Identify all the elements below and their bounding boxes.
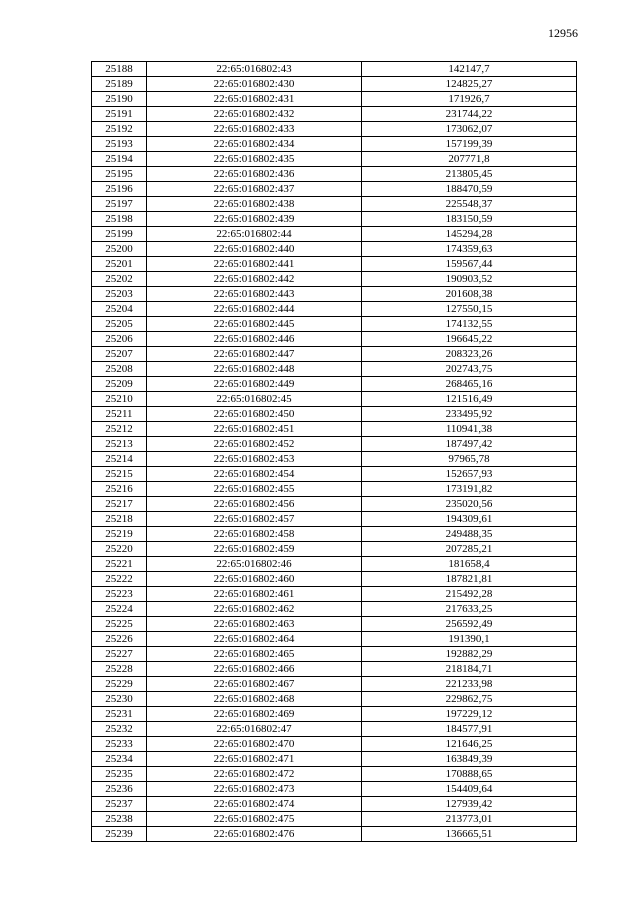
row-number-cell: 25189 — [92, 77, 147, 92]
table-row — [92, 482, 577, 497]
cadastral-number-cell: 22:65:016802:450 — [147, 407, 362, 422]
table-row — [92, 212, 577, 227]
value-cell: 217633,25 — [362, 602, 577, 617]
cadastral-number-cell: 22:65:016802:463 — [147, 617, 362, 632]
row-number-cell: 25212 — [92, 422, 147, 437]
value-cell: 213805,45 — [362, 167, 577, 182]
cadastral-number-cell: 22:65:016802:445 — [147, 317, 362, 332]
row-number-cell: 25194 — [92, 152, 147, 167]
value-cell: 207285,21 — [362, 542, 577, 557]
registry-table-body — [92, 62, 577, 842]
cadastral-number-cell: 22:65:016802:449 — [147, 377, 362, 392]
value-cell: 170888,65 — [362, 767, 577, 782]
row-number-cell: 25193 — [92, 137, 147, 152]
value-cell: 181658,4 — [362, 557, 577, 572]
cadastral-number-cell: 22:65:016802:437 — [147, 182, 362, 197]
table-row — [92, 767, 577, 782]
value-cell: 229862,75 — [362, 692, 577, 707]
row-number-cell: 25222 — [92, 572, 147, 587]
row-number-cell: 25200 — [92, 242, 147, 257]
row-number-cell: 25226 — [92, 632, 147, 647]
row-number-cell: 25218 — [92, 512, 147, 527]
table-row — [92, 692, 577, 707]
value-cell: 202743,75 — [362, 362, 577, 377]
row-number-cell: 25204 — [92, 302, 147, 317]
cadastral-number-cell: 22:65:016802:448 — [147, 362, 362, 377]
cadastral-number-cell: 22:65:016802:447 — [147, 347, 362, 362]
value-cell: 256592,49 — [362, 617, 577, 632]
cadastral-number-cell: 22:65:016802:431 — [147, 92, 362, 107]
row-number-cell: 25239 — [92, 827, 147, 842]
value-cell: 97965,78 — [362, 452, 577, 467]
value-cell: 191390,1 — [362, 632, 577, 647]
row-number-cell: 25192 — [92, 122, 147, 137]
table-row — [92, 377, 577, 392]
table-row — [92, 167, 577, 182]
cadastral-number-cell: 22:65:016802:460 — [147, 572, 362, 587]
value-cell: 124825,27 — [362, 77, 577, 92]
cadastral-number-cell: 22:65:016802:465 — [147, 647, 362, 662]
cadastral-number-cell: 22:65:016802:466 — [147, 662, 362, 677]
cadastral-number-cell: 22:65:016802:46 — [147, 557, 362, 572]
value-cell: 145294,28 — [362, 227, 577, 242]
value-cell: 171926,7 — [362, 92, 577, 107]
value-cell: 174132,55 — [362, 317, 577, 332]
table-row — [92, 62, 577, 77]
table-row — [92, 752, 577, 767]
value-cell: 110941,38 — [362, 422, 577, 437]
table-row — [92, 722, 577, 737]
row-number-cell: 25191 — [92, 107, 147, 122]
table-row — [92, 587, 577, 602]
value-cell: 213773,01 — [362, 812, 577, 827]
table-row — [92, 647, 577, 662]
row-number-cell: 25225 — [92, 617, 147, 632]
cadastral-number-cell: 22:65:016802:461 — [147, 587, 362, 602]
table-row — [92, 302, 577, 317]
cadastral-number-cell: 22:65:016802:457 — [147, 512, 362, 527]
row-number-cell: 25188 — [92, 62, 147, 77]
table-row — [92, 662, 577, 677]
table-row — [92, 122, 577, 137]
table-row — [92, 617, 577, 632]
cadastral-number-cell: 22:65:016802:433 — [147, 122, 362, 137]
table-row — [92, 497, 577, 512]
table-row — [92, 77, 577, 92]
table-row — [92, 227, 577, 242]
table-row — [92, 92, 577, 107]
cadastral-number-cell: 22:65:016802:435 — [147, 152, 362, 167]
table-row — [92, 197, 577, 212]
value-cell: 142147,7 — [362, 62, 577, 77]
table-row — [92, 452, 577, 467]
page-number: 12956 — [548, 26, 578, 40]
value-cell: 159567,44 — [362, 257, 577, 272]
registry-table — [91, 61, 577, 842]
value-cell: 188470,59 — [362, 182, 577, 197]
row-number-cell: 25215 — [92, 467, 147, 482]
row-number-cell: 25223 — [92, 587, 147, 602]
row-number-cell: 25207 — [92, 347, 147, 362]
row-number-cell: 25228 — [92, 662, 147, 677]
value-cell: 163849,39 — [362, 752, 577, 767]
cadastral-number-cell: 22:65:016802:473 — [147, 782, 362, 797]
table-row — [92, 317, 577, 332]
table-row — [92, 632, 577, 647]
row-number-cell: 25219 — [92, 527, 147, 542]
table-row — [92, 527, 577, 542]
row-number-cell: 25203 — [92, 287, 147, 302]
table-row — [92, 602, 577, 617]
value-cell: 121516,49 — [362, 392, 577, 407]
cadastral-number-cell: 22:65:016802:439 — [147, 212, 362, 227]
table-row — [92, 287, 577, 302]
row-number-cell: 25221 — [92, 557, 147, 572]
value-cell: 197229,12 — [362, 707, 577, 722]
row-number-cell: 25211 — [92, 407, 147, 422]
value-cell: 136665,51 — [362, 827, 577, 842]
row-number-cell: 25231 — [92, 707, 147, 722]
value-cell: 215492,28 — [362, 587, 577, 602]
row-number-cell: 25198 — [92, 212, 147, 227]
table-row — [92, 572, 577, 587]
cadastral-number-cell: 22:65:016802:476 — [147, 827, 362, 842]
value-cell: 233495,92 — [362, 407, 577, 422]
value-cell: 221233,98 — [362, 677, 577, 692]
value-cell: 231744,22 — [362, 107, 577, 122]
row-number-cell: 25201 — [92, 257, 147, 272]
cadastral-number-cell: 22:65:016802:475 — [147, 812, 362, 827]
value-cell: 190903,52 — [362, 272, 577, 287]
cadastral-number-cell: 22:65:016802:43 — [147, 62, 362, 77]
cadastral-number-cell: 22:65:016802:474 — [147, 797, 362, 812]
row-number-cell: 25209 — [92, 377, 147, 392]
value-cell: 127939,42 — [362, 797, 577, 812]
cadastral-number-cell: 22:65:016802:469 — [147, 707, 362, 722]
table-row — [92, 797, 577, 812]
cadastral-number-cell: 22:65:016802:455 — [147, 482, 362, 497]
cadastral-number-cell: 22:65:016802:446 — [147, 332, 362, 347]
cadastral-number-cell: 22:65:016802:472 — [147, 767, 362, 782]
row-number-cell: 25233 — [92, 737, 147, 752]
row-number-cell: 25217 — [92, 497, 147, 512]
cadastral-number-cell: 22:65:016802:442 — [147, 272, 362, 287]
table-row — [92, 557, 577, 572]
row-number-cell: 25227 — [92, 647, 147, 662]
table-row — [92, 512, 577, 527]
row-number-cell: 25238 — [92, 812, 147, 827]
row-number-cell: 25205 — [92, 317, 147, 332]
value-cell: 218184,71 — [362, 662, 577, 677]
value-cell: 196645,22 — [362, 332, 577, 347]
cadastral-number-cell: 22:65:016802:45 — [147, 392, 362, 407]
cadastral-number-cell: 22:65:016802:436 — [147, 167, 362, 182]
cadastral-number-cell: 22:65:016802:443 — [147, 287, 362, 302]
row-number-cell: 25236 — [92, 782, 147, 797]
table-row — [92, 182, 577, 197]
cadastral-number-cell: 22:65:016802:468 — [147, 692, 362, 707]
row-number-cell: 25210 — [92, 392, 147, 407]
table-row — [92, 422, 577, 437]
cadastral-number-cell: 22:65:016802:47 — [147, 722, 362, 737]
value-cell: 194309,61 — [362, 512, 577, 527]
value-cell: 174359,63 — [362, 242, 577, 257]
row-number-cell: 25196 — [92, 182, 147, 197]
cadastral-number-cell: 22:65:016802:467 — [147, 677, 362, 692]
row-number-cell: 25216 — [92, 482, 147, 497]
value-cell: 127550,15 — [362, 302, 577, 317]
table-row — [92, 782, 577, 797]
value-cell: 184577,91 — [362, 722, 577, 737]
cadastral-number-cell: 22:65:016802:453 — [147, 452, 362, 467]
table-row — [92, 542, 577, 557]
cadastral-number-cell: 22:65:016802:440 — [147, 242, 362, 257]
table-row — [92, 347, 577, 362]
table-row — [92, 827, 577, 842]
value-cell: 207771,8 — [362, 152, 577, 167]
row-number-cell: 25232 — [92, 722, 147, 737]
table-row — [92, 242, 577, 257]
table-row — [92, 812, 577, 827]
value-cell: 154409,64 — [362, 782, 577, 797]
value-cell: 268465,16 — [362, 377, 577, 392]
row-number-cell: 25214 — [92, 452, 147, 467]
cadastral-number-cell: 22:65:016802:459 — [147, 542, 362, 557]
cadastral-number-cell: 22:65:016802:464 — [147, 632, 362, 647]
row-number-cell: 25224 — [92, 602, 147, 617]
table-row — [92, 137, 577, 152]
cadastral-number-cell: 22:65:016802:434 — [147, 137, 362, 152]
row-number-cell: 25235 — [92, 767, 147, 782]
table-row — [92, 677, 577, 692]
table-row — [92, 707, 577, 722]
row-number-cell: 25234 — [92, 752, 147, 767]
row-number-cell: 25195 — [92, 167, 147, 182]
row-number-cell: 25202 — [92, 272, 147, 287]
value-cell: 208323,26 — [362, 347, 577, 362]
row-number-cell: 25199 — [92, 227, 147, 242]
row-number-cell: 25190 — [92, 92, 147, 107]
table-row — [92, 437, 577, 452]
value-cell: 187497,42 — [362, 437, 577, 452]
value-cell: 201608,38 — [362, 287, 577, 302]
cadastral-number-cell: 22:65:016802:454 — [147, 467, 362, 482]
value-cell: 157199,39 — [362, 137, 577, 152]
row-number-cell: 25197 — [92, 197, 147, 212]
table-row — [92, 107, 577, 122]
value-cell: 173191,82 — [362, 482, 577, 497]
cadastral-number-cell: 22:65:016802:470 — [147, 737, 362, 752]
value-cell: 183150,59 — [362, 212, 577, 227]
cadastral-number-cell: 22:65:016802:456 — [147, 497, 362, 512]
cadastral-number-cell: 22:65:016802:438 — [147, 197, 362, 212]
row-number-cell: 25220 — [92, 542, 147, 557]
cadastral-number-cell: 22:65:016802:444 — [147, 302, 362, 317]
row-number-cell: 25229 — [92, 677, 147, 692]
value-cell: 152657,93 — [362, 467, 577, 482]
table-row — [92, 362, 577, 377]
row-number-cell: 25206 — [92, 332, 147, 347]
table-row — [92, 407, 577, 422]
value-cell: 121646,25 — [362, 737, 577, 752]
table-row — [92, 392, 577, 407]
row-number-cell: 25213 — [92, 437, 147, 452]
row-number-cell: 25208 — [92, 362, 147, 377]
value-cell: 225548,37 — [362, 197, 577, 212]
cadastral-number-cell: 22:65:016802:451 — [147, 422, 362, 437]
cadastral-number-cell: 22:65:016802:462 — [147, 602, 362, 617]
table-row — [92, 467, 577, 482]
table-row — [92, 332, 577, 347]
table-row — [92, 272, 577, 287]
table-row — [92, 257, 577, 272]
cadastral-number-cell: 22:65:016802:458 — [147, 527, 362, 542]
value-cell: 235020,56 — [362, 497, 577, 512]
table-row — [92, 152, 577, 167]
cadastral-number-cell: 22:65:016802:44 — [147, 227, 362, 242]
table-row — [92, 737, 577, 752]
value-cell: 249488,35 — [362, 527, 577, 542]
cadastral-number-cell: 22:65:016802:432 — [147, 107, 362, 122]
row-number-cell: 25237 — [92, 797, 147, 812]
row-number-cell: 25230 — [92, 692, 147, 707]
value-cell: 173062,07 — [362, 122, 577, 137]
value-cell: 187821,81 — [362, 572, 577, 587]
cadastral-number-cell: 22:65:016802:471 — [147, 752, 362, 767]
value-cell: 192882,29 — [362, 647, 577, 662]
cadastral-number-cell: 22:65:016802:441 — [147, 257, 362, 272]
cadastral-number-cell: 22:65:016802:430 — [147, 77, 362, 92]
cadastral-number-cell: 22:65:016802:452 — [147, 437, 362, 452]
